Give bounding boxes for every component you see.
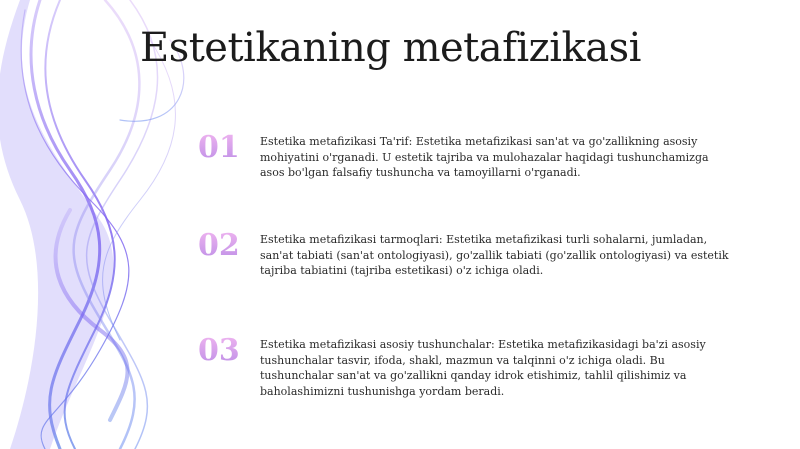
item-text: Estetika metafizikasi tarmoqlari: Estetika metafizikasi turli sohalarni, jumladan, san'at tabiati (san'at ontologiyasi), go'zallik tabiati (go'zallik ontologiyasi) va estetik tajriba tabiatini (tajriba estetikasi) o'z ichiga oladi. (260, 233, 729, 277)
item-number: 03 (198, 333, 254, 369)
item-number: 01 (198, 130, 254, 166)
list-item (198, 228, 758, 302)
slide-title: Estetikaning metafizikasi (140, 25, 641, 71)
list-item (198, 333, 758, 407)
item-number: 02 (198, 228, 254, 264)
list-item (198, 130, 758, 204)
item-text: Estetika metafizikasi asosiy tushunchalar: Estetika metafizikasidagi ba'zi asosiy tushunchalar tasvir, ifoda, shakl, mazmun va talqinni o'z ichiga oladi. Bu tushunchalar san'at va go'zallikni qanday idrok etishimiz, tahlil qilishimiz va baholashimizni tushunishga yordam beradi. (260, 338, 706, 398)
item-text: Estetika metafizikasi Ta'rif: Estetika metafizikasi san'at va go'zallikning asosiy mohiyatini o'rganadi. U estetik tajriba va mulohazalar haqidagi tushunchamizga asos bo'lgan falsafiy tushuncha va tamoyillarni o'rganadi. (260, 135, 709, 179)
